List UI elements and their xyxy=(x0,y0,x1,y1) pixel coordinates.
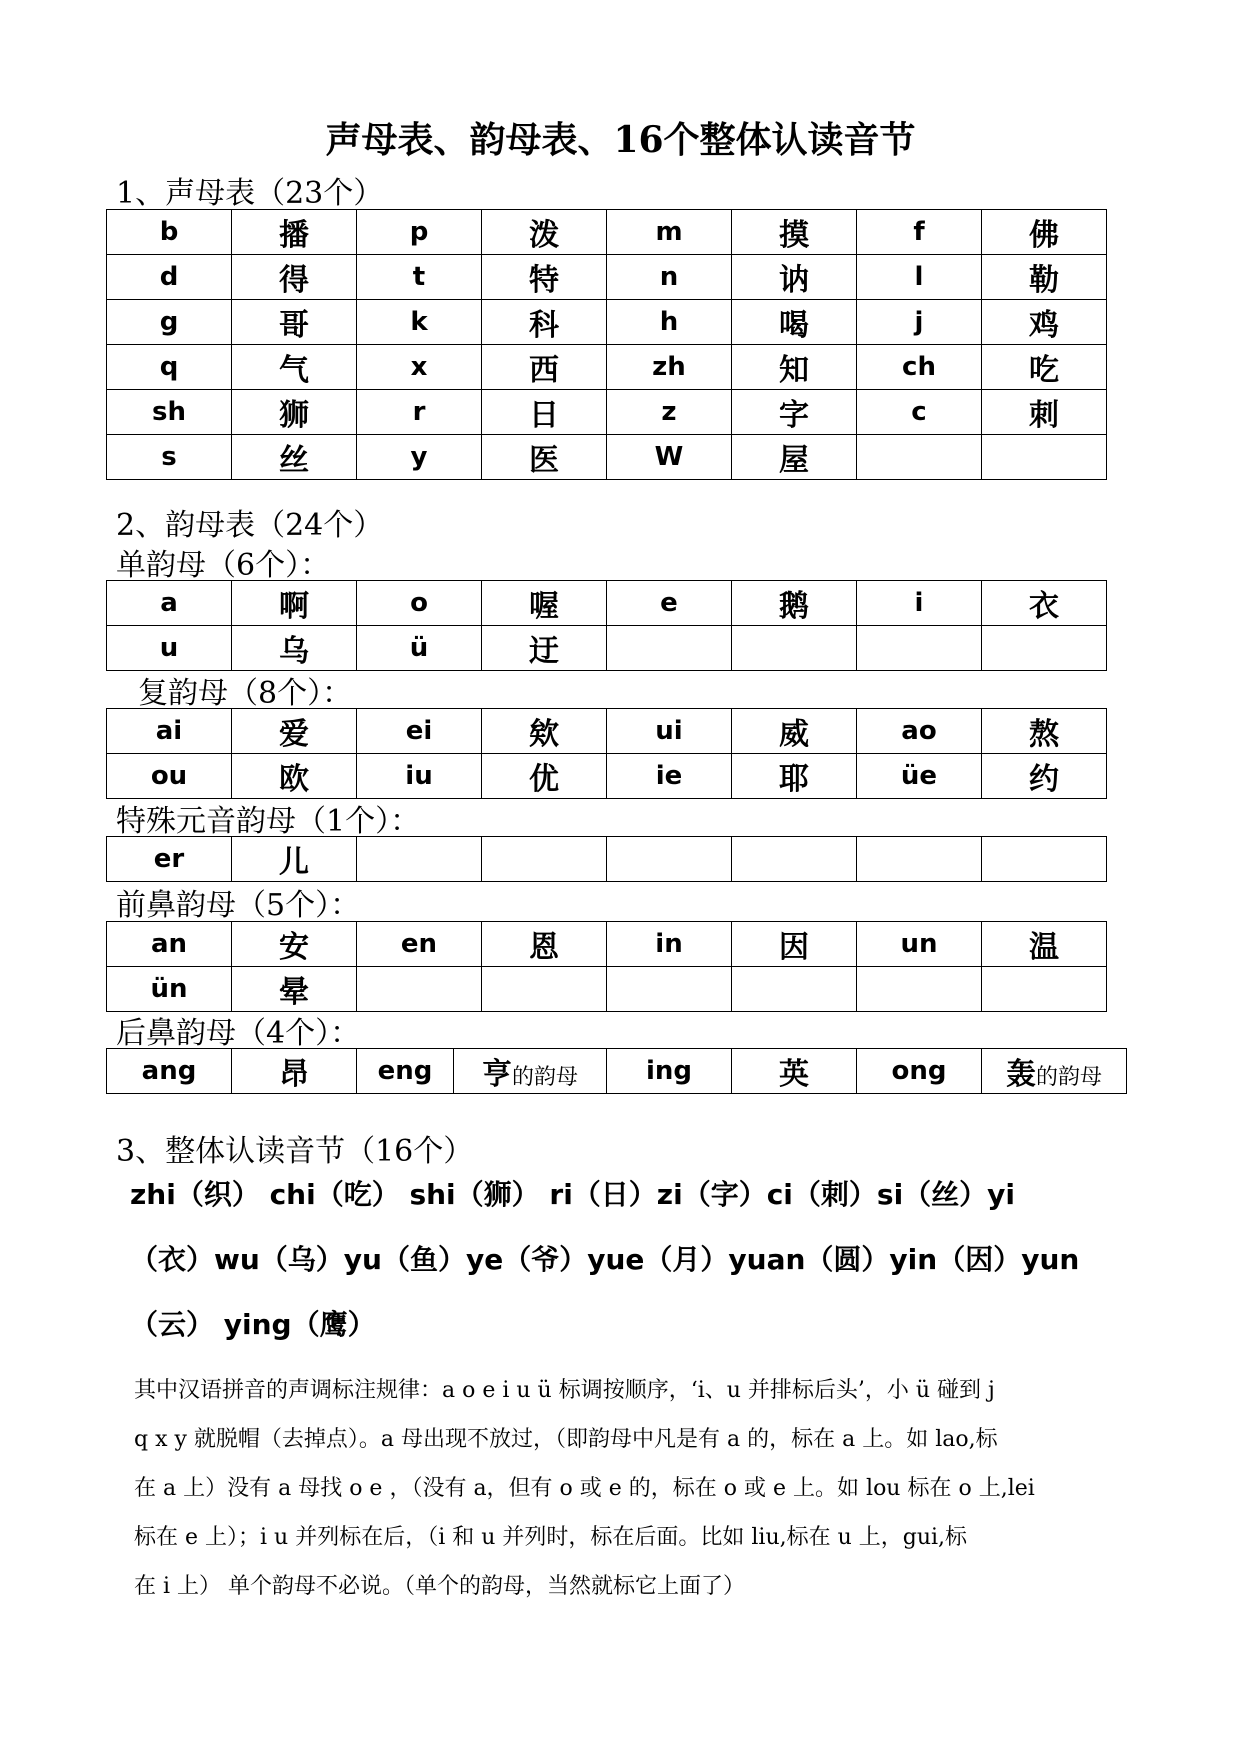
table-cell: 科 xyxy=(482,300,607,345)
table-cell xyxy=(732,967,857,1012)
table-cell: 熬 xyxy=(982,709,1107,754)
table-row xyxy=(107,837,1107,882)
table-cell: 英 xyxy=(732,1049,857,1094)
table-cell: sh xyxy=(107,390,232,435)
special-final-body xyxy=(107,837,1107,882)
table-cell: 刺 xyxy=(982,390,1107,435)
table-row xyxy=(107,1049,1127,1094)
table-cell: 昂 xyxy=(232,1049,357,1094)
table-cell: z xyxy=(607,390,732,435)
table-row xyxy=(107,345,1107,390)
table-cell: W xyxy=(607,435,732,480)
cell-char: 轰 xyxy=(1005,1057,1036,1092)
table-cell: 日 xyxy=(482,390,607,435)
table-cell: 啊 xyxy=(232,581,357,626)
tone-rules-line: 标在 e 上）；i u 并列标在后，（i 和 u 并列时，标在后面。比如 liu,标在 u 上，gui,标 xyxy=(134,1525,968,1550)
syllables-heading: 3、整体认读音节（16个） xyxy=(116,1134,474,1169)
table-row xyxy=(107,210,1107,255)
table-row xyxy=(107,390,1107,435)
table-cell: 气 xyxy=(232,345,357,390)
table-cell: iu xyxy=(357,754,482,799)
syllables-line: （衣）wu（乌）yu（鱼）ye（爷）yue（月）yuan（圆）yin（因）yun xyxy=(130,1243,1080,1276)
table-cell: b xyxy=(107,210,232,255)
table-cell: u xyxy=(107,626,232,671)
table-cell: 恩 xyxy=(482,922,607,967)
table-cell: d xyxy=(107,255,232,300)
table-cell xyxy=(857,626,982,671)
table-cell: 佛 xyxy=(982,210,1107,255)
table-cell: m xyxy=(607,210,732,255)
initials-table xyxy=(106,209,1107,480)
table-cell: 乌 xyxy=(232,626,357,671)
table-cell: ao xyxy=(857,709,982,754)
table-cell: 喝 xyxy=(732,300,857,345)
table-cell: an xyxy=(107,922,232,967)
table-cell: 安 xyxy=(232,922,357,967)
table-cell: l xyxy=(857,255,982,300)
table-cell: 医 xyxy=(482,435,607,480)
table-cell: 字 xyxy=(732,390,857,435)
table-cell xyxy=(982,435,1107,480)
table-cell: 晕 xyxy=(232,967,357,1012)
table-cell: j xyxy=(857,300,982,345)
table-cell xyxy=(607,626,732,671)
table-cell: 哥 xyxy=(232,300,357,345)
table-cell: 衣 xyxy=(982,581,1107,626)
table-cell: 泼 xyxy=(482,210,607,255)
table-cell xyxy=(982,837,1107,882)
table-cell xyxy=(732,837,857,882)
table-cell: 讷 xyxy=(732,255,857,300)
table-cell xyxy=(482,837,607,882)
table-cell: f xyxy=(857,210,982,255)
table-cell xyxy=(857,967,982,1012)
front-nasal-table xyxy=(106,921,1107,1012)
table-cell: 鹅 xyxy=(732,581,857,626)
table-row xyxy=(107,255,1107,300)
special-final-heading: 特殊元音韵母（1个）： xyxy=(116,804,421,839)
table-row xyxy=(107,967,1107,1012)
cell-char: 亨 xyxy=(481,1057,512,1092)
table-cell: 勒 xyxy=(982,255,1107,300)
table-cell: ü xyxy=(357,626,482,671)
table-cell xyxy=(982,967,1107,1012)
table-cell: 儿 xyxy=(232,837,357,882)
table-cell: 播 xyxy=(232,210,357,255)
table-cell xyxy=(982,1049,1127,1094)
initials-heading: 1、声母表（23个） xyxy=(116,176,384,211)
table-row xyxy=(107,581,1107,626)
table-cell: ou xyxy=(107,754,232,799)
syllables-line: （云） ying（鹰） xyxy=(130,1308,376,1341)
syllables-list xyxy=(130,1162,1130,1357)
table-cell: 得 xyxy=(232,255,357,300)
table-cell: 狮 xyxy=(232,390,357,435)
table-cell: 温 xyxy=(982,922,1107,967)
table-cell: 丝 xyxy=(232,435,357,480)
table-cell: c xyxy=(857,390,982,435)
table-cell: i xyxy=(857,581,982,626)
tone-rules-line: q x y 就脱帽（去掉点）。a 母出现不放过，（即韵母中凡是有 a 的，标在 a 上。如 lao,标 xyxy=(134,1427,998,1452)
table-row xyxy=(107,435,1107,480)
table-cell: 约 xyxy=(982,754,1107,799)
table-cell: ei xyxy=(357,709,482,754)
table-row xyxy=(107,754,1107,799)
cell-note: 的韵母 xyxy=(511,1065,578,1090)
table-cell xyxy=(857,435,982,480)
table-cell: e xyxy=(607,581,732,626)
table-cell: ch xyxy=(857,345,982,390)
table-cell: ün xyxy=(107,967,232,1012)
table-cell: üe xyxy=(857,754,982,799)
table-cell xyxy=(857,837,982,882)
tone-rules-line: 在 i 上） 单个韵母不必说。（单个的韵母，当然就标它上面了） xyxy=(134,1574,746,1599)
table-cell: ai xyxy=(107,709,232,754)
table-cell xyxy=(607,967,732,1012)
single-finals-heading: 单韵母（6个）： xyxy=(116,548,331,583)
table-cell: h xyxy=(607,300,732,345)
table-cell: 优 xyxy=(482,754,607,799)
table-cell: 西 xyxy=(482,345,607,390)
front-nasal-heading: 前鼻韵母（5个）： xyxy=(116,888,361,923)
table-cell: ui xyxy=(607,709,732,754)
tone-rules-line: 其中汉语拼音的声调标注规律：a o e i u ü 标调按顺序，‘i、u 并排标后头’，小 ü 碰到 j xyxy=(134,1378,995,1403)
table-cell: 欧 xyxy=(232,754,357,799)
table-cell: 耶 xyxy=(732,754,857,799)
table-row xyxy=(107,922,1107,967)
table-cell: ie xyxy=(607,754,732,799)
table-cell xyxy=(732,626,857,671)
single-finals-body xyxy=(107,581,1107,671)
table-cell: ing xyxy=(607,1049,732,1094)
page-title: 声母表、韵母表、16个整体认读音节 xyxy=(325,119,916,161)
table-cell: s xyxy=(107,435,232,480)
table-cell xyxy=(357,837,482,882)
compound-finals-heading: 复韵母（8个）： xyxy=(138,676,353,711)
table-cell: 鸡 xyxy=(982,300,1107,345)
table-cell: 威 xyxy=(732,709,857,754)
back-nasal-heading: 后鼻韵母（4个）： xyxy=(116,1016,361,1051)
table-cell: q xyxy=(107,345,232,390)
table-cell: p xyxy=(357,210,482,255)
table-cell: 知 xyxy=(732,345,857,390)
finals-heading: 2、韵母表（24个） xyxy=(116,508,384,543)
tone-rules xyxy=(134,1366,1184,1611)
cell-note: 的韵母 xyxy=(1035,1065,1102,1090)
table-cell: 因 xyxy=(732,922,857,967)
table-cell: un xyxy=(857,922,982,967)
table-row xyxy=(107,300,1107,345)
table-cell: k xyxy=(357,300,482,345)
compound-finals-table xyxy=(106,708,1107,799)
table-cell xyxy=(982,626,1107,671)
table-cell: y xyxy=(357,435,482,480)
initials-body xyxy=(107,210,1107,480)
table-cell: ang xyxy=(107,1049,232,1094)
table-row xyxy=(107,709,1107,754)
table-cell: 爱 xyxy=(232,709,357,754)
table-cell: 屋 xyxy=(732,435,857,480)
table-cell: ong xyxy=(857,1049,982,1094)
compound-finals-body xyxy=(107,709,1107,799)
table-cell: n xyxy=(607,255,732,300)
special-final-table xyxy=(106,836,1107,882)
table-cell: 吃 xyxy=(982,345,1107,390)
table-cell: r xyxy=(357,390,482,435)
table-cell: a xyxy=(107,581,232,626)
table-row xyxy=(107,626,1107,671)
table-cell: er xyxy=(107,837,232,882)
table-cell: eng xyxy=(357,1049,454,1094)
front-nasal-body xyxy=(107,922,1107,1012)
table-cell xyxy=(607,837,732,882)
back-nasal-table xyxy=(106,1048,1127,1094)
tone-rules-line: 在 a 上）没有 a 母找 o e ，（没有 a，但有 o 或 e 的，标在 o 或 e 上。如 lou 标在 o 上,lei xyxy=(134,1476,1035,1501)
table-cell: zh xyxy=(607,345,732,390)
table-cell xyxy=(454,1049,607,1094)
table-cell xyxy=(357,967,482,1012)
table-cell: 欸 xyxy=(482,709,607,754)
table-cell: in xyxy=(607,922,732,967)
table-cell: t xyxy=(357,255,482,300)
table-cell: 摸 xyxy=(732,210,857,255)
syllables-line: zhi（织） chi（吃） shi（狮） ri（日）zi（字）ci（刺）si（丝）yi xyxy=(130,1178,1016,1211)
table-cell: x xyxy=(357,345,482,390)
table-cell xyxy=(482,967,607,1012)
table-cell: g xyxy=(107,300,232,345)
single-finals-table xyxy=(106,580,1107,671)
table-cell: o xyxy=(357,581,482,626)
table-cell: 喔 xyxy=(482,581,607,626)
table-cell: 特 xyxy=(482,255,607,300)
table-cell: en xyxy=(357,922,482,967)
table-cell: 迂 xyxy=(482,626,607,671)
